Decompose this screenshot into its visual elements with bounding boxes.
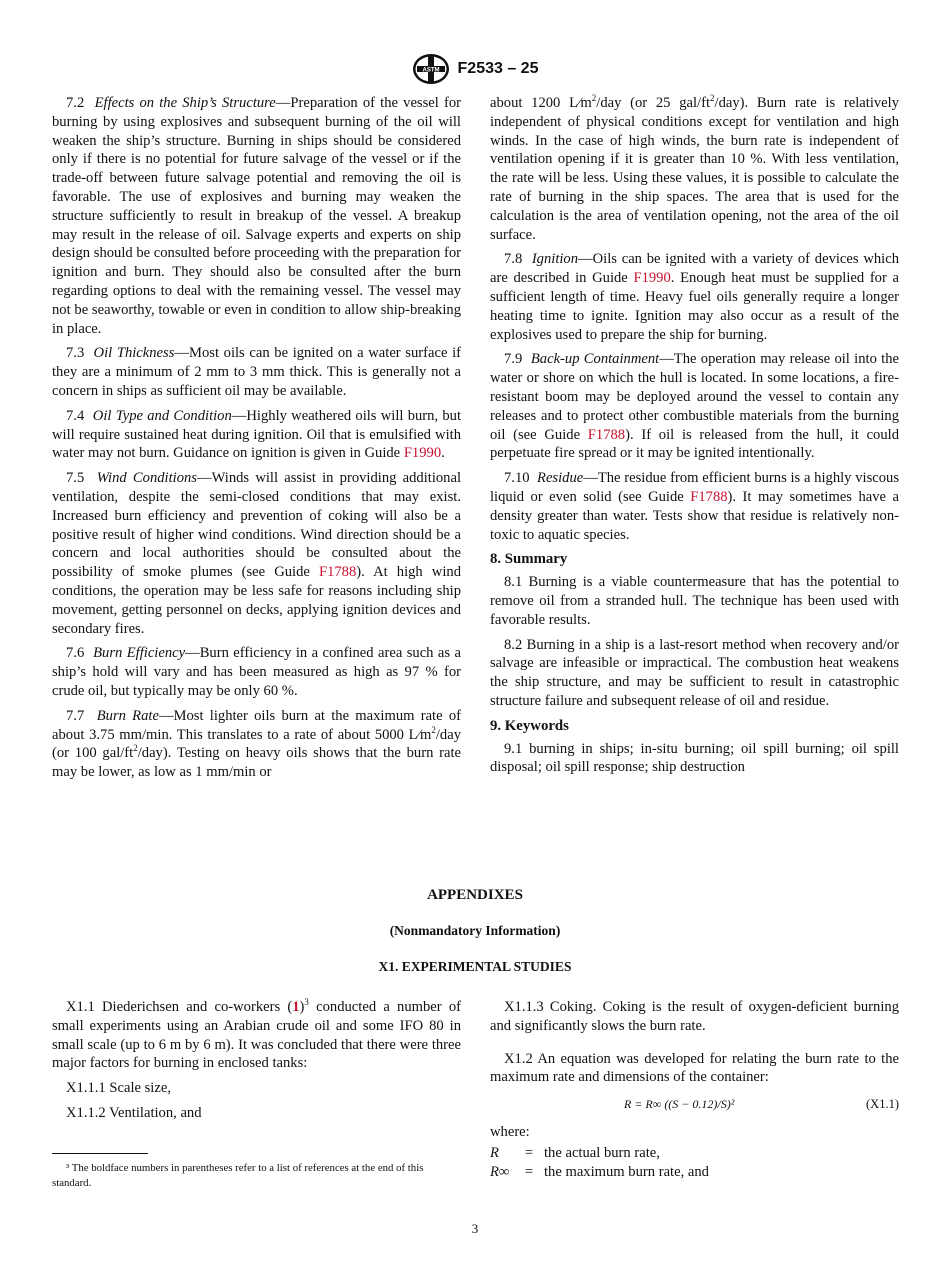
appendix-right-column [490,998,899,1182]
section-heading-summary: 8. Summary [490,551,568,568]
paragraph-7-3 [52,344,461,400]
para-text: ). At high wind conditions, the operation may be less safe for reasons including ship movement, getting personnel on decks, applying ignition devices and secondary fires. [52,564,461,637]
variable-definition: the actual burn rate, [544,1144,660,1161]
paragraph-8-1: 8.1 Burning is a viable countermeasure that has the potential to remove oil from a stranded hull. The technique has been used with favorable results. [490,574,899,628]
para-number: 7.10 [504,470,530,487]
paragraph-7-4 [52,407,461,463]
para-number: 7.8 [504,251,523,268]
left-column [52,94,461,788]
para-text: X1.1 Diederichsen and co-workers ( [66,999,293,1015]
reference-link-f1788[interactable]: F1788 [690,488,728,505]
paragraph-9-1: 9.1 burning in ships; in-situ burning; oil spill burning; oil spill disposal; oil spill response; ship destruction [490,740,899,776]
paragraph-x1-1-3: X1.1.3 Coking. Coking is the result of oxygen-deficient burning and significantly slows the burn rate. [490,999,899,1034]
para-number: 7.3 [66,345,85,362]
para-text: —The residue from efficient burns is a highly viscous liquid or even solid (see Guide [490,470,899,505]
para-number: 7.2 [66,95,85,111]
superscript: 2 [133,743,138,754]
superscript: 2 [591,93,597,104]
appendix-x1-title: X1. EXPERIMENTAL STUDIES [378,959,572,974]
reference-link-f1990[interactable]: F1990 [403,445,442,462]
paragraph-7-2 [52,94,461,338]
equals-sign: = [524,1163,534,1180]
para-text: about 1200 L⁄m [490,95,592,111]
para-text: ). It may sometimes have a density greater than water. Tests show that residue is relatively non-toxic to aquatic species. [490,488,899,543]
paragraph-8-2: 8.2 Burning in a ship is a last-resort method when recovery and/or salvage are infeasible or impractical. The combustion heat weakens the ship structure, and may be sufficient to result in catastrophic structure failure and subsequent release of oil and residue. [490,636,899,709]
para-title: Back-up Containment [530,351,660,368]
equation-body: R = R∞ ((S − 0.12)/S)² [624,1097,735,1112]
para-title: Oil Thickness [93,345,175,362]
para-text: /day (or 100 gal/ft [52,726,461,762]
para-text: —Oils can be ignited with a variety of devices which are described in Guide [490,251,900,287]
superscript: 2 [431,724,436,735]
para-number: 7.4 [66,407,85,424]
paragraph-x1-2: X1.2 An equation was developed for relating the burn rate to the maximum rate and dimensions of the container: [490,1050,899,1086]
para-text: ) [299,999,305,1015]
definition-row [490,1144,709,1163]
standard-designation: F2533 – 25 [457,60,539,77]
para-text: . Enough heat must be supplied for a sufficient length of time. Heavy fuel oils generally require a longer heating time to ignite. Ignition may also occur as a result of the explosives used to prepare the ship for burning. [490,270,899,343]
para-title: Residue [537,470,584,487]
definition-row [490,1163,709,1182]
astm-logo-icon [412,53,450,85]
equals-sign: = [524,1144,534,1161]
equation-x1-1 [490,1093,899,1117]
para-number: 7.6 [66,645,85,662]
footnote-rule [52,1153,148,1154]
para-text: /day). Testing on heavy oils shows that the burn rate may be lower, as low as 1 mm/min or [52,745,461,781]
paragraph-7-5 [52,469,461,638]
para-text: —Preparation of the vessel for burning by using explosives and subsequent burning of the oil will weaken the ship’s structure. Burning in ships should be considered only if there is no potential for future salvage of the vessel or if the trade-off between future salvage potential and removing the oil is favorable. The use of explosives and burning may weaken the structure sufficiently to result in breakup of the vessel. A breakup may result in the release of oil. Salvage experts and experts on ship design should be consulted before proceeding with the preparation for ignition and burn. They should also be consulted after the burn regarding options to deal with the remaining vessel. The vessel may not be seaworthy, towable or even in condition to allow ship-breaking in place. [52,95,462,337]
para-text: /day). Burn rate is relatively independent of physical conditions except for ventilation and high winds. In the case of high winds, the burn rate is independent of ventilation opening if it is greater than 10 %. With less ventilation, the rate will be less. Using these values, it is possible to calculate the rate of burning in the ship spaces. The area that is used for the calculation is the area of ventilation opening, not the area of the oil surface. [490,95,899,243]
para-text: —Winds will assist in providing additional ventilation, despite the semi-closed conditions that may exist. Increased burn efficiency and prevention of coking will also be a positive result of higher wind conditions. Wind direction should be a concern and local authorities should be consulted about the possibility of smoke plumes (see Guide [52,470,462,581]
para-title: Ignition [531,251,579,268]
right-column [490,94,899,783]
paragraph-x1-1-1: X1.1.1 Scale size, [66,1080,171,1097]
reference-link-f1990[interactable]: F1990 [633,270,671,287]
para-number: 7.5 [66,470,85,487]
reference-link-f1788[interactable]: F1788 [318,564,357,581]
page-header [0,53,950,85]
para-title: Oil Type and Condition [92,407,232,424]
paragraph-7-9 [490,350,899,463]
appendix-left-column [52,998,461,1129]
svg-text:ASTM: ASTM [422,67,440,74]
para-text: . [441,445,445,462]
footnote-marker[interactable]: 3 [304,997,309,1008]
paragraph-7-10 [490,469,899,544]
variable-symbol: R∞ [490,1163,510,1180]
para-number: 7.9 [504,351,523,368]
paragraph-7-8 [490,250,899,344]
para-text: —The operation may release oil into the water or shore on which the hull is located. In some locations, a fire-resistant boom may be deployed around the vessel to contain any releases and to protect other combustible materials from the burning oil (see Guide [490,351,900,443]
para-title: Wind Conditions [96,470,197,487]
paragraph-7-6 [52,644,461,700]
paragraph-x1-1-2: X1.1.2 Ventilation, and [66,1104,202,1121]
para-text: —Burn efficiency in a confined area such as a ship’s hold will vary and has been measured as high as 97 % for crude oil, but typically may be only 60 %. [52,645,461,699]
para-title: Effects on the Ship’s Structure [94,95,276,111]
where-label: where: [490,1124,530,1141]
nonmandatory-label: (Nonmandatory Information) [389,923,561,938]
para-number: 7.7 [66,707,85,724]
reference-link-f1788[interactable]: F1788 [587,426,626,443]
para-text: /day (or 25 gal/ft [596,95,711,111]
para-text: —Highly weathered oils will burn, but will require sustained heat during ignition. Oil that is emulsified with water may not burn. Guidance on ignition is given in Guide [52,407,462,462]
reference-link-1[interactable]: 1 [292,999,300,1015]
page-number: 3 [471,1221,479,1236]
paragraph-x1-1 [52,998,461,1073]
variable-definition: the maximum burn rate, and [544,1163,709,1180]
variable-definitions [490,1144,709,1182]
paragraph-7-7 [52,707,461,782]
para-text: ). If oil is released from the hull, it could perpetuate fire spread or it may be ignited intentionally. [490,426,899,462]
variable-symbol: R [490,1144,499,1161]
section-heading-keywords: 9. Keywords [490,717,569,734]
para-text: —Most lighter oils burn at the maximum rate of about 3.75 mm/min. This translates to a rate of about 5000 L⁄m [52,707,461,743]
para-title: Burn Rate [96,707,159,724]
footnote: ³ The boldface numbers in parentheses refer to a list of references at the end of this standard. [52,1162,424,1189]
para-text: —Most oils can be ignited on a water surface if they are a minimum of 2 mm to 3 mm thick. This is generally not a concern in ships as sufficient oil may be available. [52,345,461,399]
superscript: 2 [710,93,715,104]
para-title: Burn Efficiency [93,645,186,662]
equation-number: (X1.1) [866,1097,899,1112]
paragraph-7-7-continued [490,94,899,244]
appendix-title: APPENDIXES [427,887,523,903]
para-text: conducted a number of small experiments using an Arabian crude oil and some IFO 80 in small scale (up to 6 m by 6 m). It was concluded that there were three major factors for burning in enclosed tanks: [52,999,462,1072]
